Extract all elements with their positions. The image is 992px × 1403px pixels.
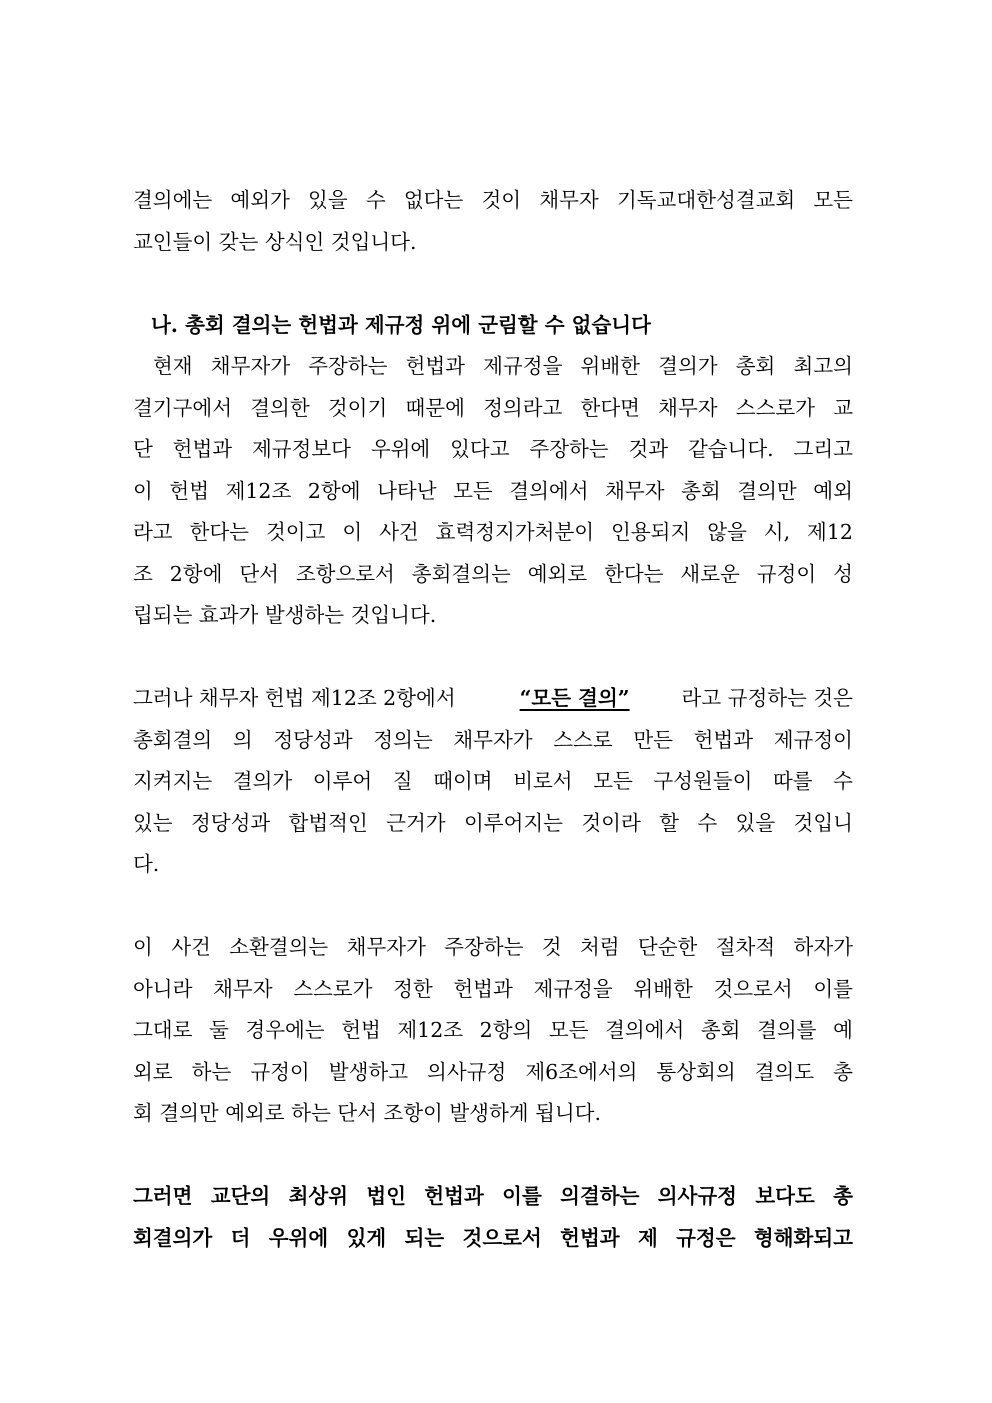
word: 성 [833, 561, 853, 586]
word: 결의도 [754, 1059, 815, 1084]
word: 총회결의 [133, 727, 213, 752]
word: 예외로 [527, 561, 588, 586]
word: 사건 [171, 935, 211, 959]
word: 결의가 [658, 354, 718, 378]
word: 결의가 [232, 769, 293, 793]
word: 정의는 [373, 727, 433, 752]
word: 보다도 [755, 1184, 815, 1208]
word: 통상회의 [656, 1059, 736, 1084]
word: 2항에 [169, 561, 223, 586]
word: 제규정이 [773, 727, 853, 752]
text-line [133, 554, 853, 596]
word: 헌법 [169, 478, 209, 503]
word: 질 [392, 769, 413, 793]
text-line [133, 1052, 853, 1094]
word: 총회결의는 [411, 561, 511, 586]
word: 때문에 [405, 395, 465, 420]
word: 만든 [633, 727, 673, 752]
word: 그러면 [133, 1184, 193, 1208]
word: 의사규정 [427, 1059, 507, 1084]
word: 하는 [191, 1059, 232, 1084]
word: 한다는 [604, 561, 664, 586]
word: 되는 [404, 1225, 445, 1250]
text-line: 다. [133, 852, 160, 876]
word: 회결의가 [133, 1225, 213, 1250]
word: 헌법 [341, 1018, 381, 1042]
text-line [133, 761, 853, 803]
word: 처럼 [579, 935, 620, 959]
word: 결의를 [757, 1018, 817, 1042]
word: 이 [133, 478, 153, 503]
word: 것이 [481, 188, 522, 212]
word: 의결하는 [560, 1184, 640, 1208]
word: 규정이 [756, 561, 817, 586]
word: 채무자 [539, 188, 599, 212]
word: 수 [697, 810, 718, 835]
word: 있다고 [450, 437, 510, 461]
word: 모든 [813, 188, 853, 212]
text-line [133, 429, 853, 471]
word: 채무자 [605, 478, 665, 503]
text-line [133, 720, 853, 762]
word: 제규정보다 [251, 437, 351, 461]
word: 결의에서 [509, 478, 589, 503]
word: 우위에 [370, 437, 431, 461]
word: 총회 [700, 1018, 741, 1042]
word: 이를 [502, 1184, 542, 1208]
word: 예 [833, 1018, 853, 1042]
word: 경우에는 [245, 1018, 325, 1042]
word: 외로 [133, 1059, 173, 1084]
text-segment: 라고 규정하는 것은 [681, 686, 853, 710]
word: 구성원들이 [653, 769, 753, 793]
word: 모든 [453, 478, 493, 503]
text-line [133, 512, 853, 554]
word: 헌법과 [453, 976, 513, 1001]
text-line: 립되는 효과가 발생하는 것입니다. [133, 603, 437, 627]
word: 주장하는 [444, 935, 524, 959]
word: 제 [637, 1225, 658, 1250]
word: 지켜지는 [133, 769, 213, 793]
word: 정의라고 [483, 395, 563, 420]
word: 것이고 [265, 520, 326, 544]
word: 조항으로서 [295, 561, 395, 586]
text-line: 교인들이 갖는 상식인 것입니다. [133, 229, 417, 254]
word: 소환결의는 [229, 935, 329, 959]
text-line [133, 180, 853, 222]
text-segment: 그러나 채무자 헌법 제12조 2항에서 [133, 686, 456, 710]
word: 형해화되고 [753, 1225, 853, 1250]
word: 모든 [593, 769, 633, 793]
word: 나타난 [377, 478, 437, 503]
word: 2항의 [479, 1018, 533, 1042]
word: 절차적 [715, 935, 776, 959]
text-line [133, 927, 853, 969]
word: 이 [342, 520, 363, 544]
text-line-with-emphasis [133, 678, 853, 720]
word: 이를 [813, 976, 853, 1001]
word: 시, [763, 520, 791, 544]
word: 발생하고 [328, 1059, 408, 1084]
word: 예외 [813, 478, 853, 503]
word: 정한 [393, 976, 433, 1001]
word: 같습니다. [687, 437, 774, 461]
word: 정당성과 [273, 727, 353, 752]
text-line [133, 388, 853, 430]
word: 기독교대한성결교회 [616, 188, 796, 212]
word: 채무자가 [210, 354, 290, 378]
word: 아니라 [133, 976, 193, 1001]
word: 없다는 [403, 188, 464, 212]
word: 제6조에서의 [525, 1059, 638, 1084]
word: 결기구에서 [133, 395, 233, 420]
word: 것으로서 [713, 976, 793, 1001]
word: 사건 [379, 520, 419, 544]
word: 헌법과 [405, 354, 465, 378]
word: 총회 [735, 354, 776, 378]
bold-text-line [133, 1218, 853, 1260]
word: 의 [232, 727, 253, 752]
word: 수 [833, 769, 853, 793]
word: 법인 [366, 1184, 406, 1208]
word: 제12조 [397, 1018, 464, 1042]
word: 총회 [681, 478, 721, 503]
word: 예외가 [230, 188, 290, 212]
word: 교단의 [210, 1184, 271, 1208]
word: 제규정을 [533, 976, 613, 1001]
word: 수 [365, 188, 386, 212]
word: 둘 [209, 1018, 229, 1042]
word: 헌법과 [172, 437, 233, 461]
word: 우위에 [268, 1225, 329, 1250]
word: 라고 [133, 520, 173, 544]
word: 스스로가 [735, 395, 815, 420]
emphasized-quote: “모든 결의” [519, 686, 630, 710]
word: 인용되지 [611, 520, 691, 544]
word: 것이라 [581, 810, 641, 835]
word: 채무자 [213, 976, 273, 1001]
section-heading: 나. 총회 결의는 헌법과 제규정 위에 군림할 수 없습니다 [151, 312, 651, 337]
bold-text-line [133, 1176, 853, 1218]
word: 조 [133, 561, 153, 586]
text-line [133, 803, 853, 845]
word: 최고의 [793, 354, 853, 378]
word: 합법적인 [288, 810, 368, 835]
word: 따를 [772, 769, 813, 793]
text-line [133, 471, 853, 513]
word: 것으로서 [462, 1225, 542, 1250]
word: 주장하는 [529, 437, 609, 461]
word: 것 [541, 935, 562, 959]
word: 헌법과 [560, 1225, 620, 1250]
word: 규정은 [676, 1225, 736, 1250]
word: 것과 [628, 437, 669, 461]
word: 하자가 [793, 935, 853, 959]
text-line [133, 346, 853, 388]
word: 효력정지가처분이 [435, 520, 595, 544]
word: 단서 [239, 561, 279, 586]
word: 제12 [807, 520, 853, 544]
word: 결의에는 [133, 188, 213, 212]
word: 모든 [548, 1018, 589, 1042]
word: 단순한 [637, 935, 698, 959]
word: 있게 [346, 1225, 387, 1250]
word: 최상위 [288, 1184, 349, 1208]
word: 2항에 [307, 478, 361, 503]
word: 그리고 [793, 437, 853, 461]
word: 교 [833, 395, 853, 420]
word: 결의만 [737, 478, 797, 503]
word: 총 [833, 1059, 853, 1084]
word: 스스로가 [293, 976, 373, 1001]
word: 제규정을 [483, 354, 563, 378]
word: 현재 [153, 354, 193, 378]
word: 이루어지는 [463, 810, 563, 835]
text-line [133, 1010, 853, 1052]
word: 때이며 [433, 769, 493, 793]
word: 규정이 [250, 1059, 310, 1084]
word: 한다면 [580, 395, 640, 420]
word: 할 [659, 810, 679, 835]
word: 그대로 [133, 1018, 193, 1042]
word: 더 [230, 1225, 251, 1250]
word: 비로서 [513, 769, 573, 793]
word: 채무자가 [346, 935, 426, 959]
word: 있는 [133, 810, 173, 835]
word: 것입니 [793, 810, 853, 835]
text-line [133, 969, 853, 1011]
word: 것이기 [327, 395, 388, 420]
word: 단 [133, 437, 153, 461]
word: 위배한 [580, 354, 640, 378]
word: 채무자 [658, 395, 718, 420]
word: 있을 [308, 188, 348, 212]
word: 총 [833, 1184, 853, 1208]
word: 의사규정 [657, 1184, 737, 1208]
text-line: 회 결의만 예외로 하는 단서 조항이 발생하게 됩니다. [133, 1101, 601, 1125]
word: 제12조 [225, 478, 292, 503]
document-page [133, 180, 853, 1259]
word: 주장하는 [308, 354, 388, 378]
word: 결의한 [250, 395, 310, 420]
word: 이 [133, 935, 153, 959]
word: 않을 [707, 520, 747, 544]
word: 정당성과 [190, 810, 271, 835]
word: 있을 [735, 810, 776, 835]
word: 스스로 [553, 727, 613, 752]
word: 이루어 [312, 769, 373, 793]
word: 채무자가 [453, 727, 533, 752]
word: 결의에서 [605, 1018, 685, 1042]
word: 근거가 [386, 810, 446, 835]
word: 헌법과 [693, 727, 754, 752]
word: 위배한 [633, 976, 693, 1001]
word: 헌법과 [424, 1184, 484, 1208]
word: 새로운 [680, 561, 740, 586]
word: 한다는 [189, 520, 249, 544]
